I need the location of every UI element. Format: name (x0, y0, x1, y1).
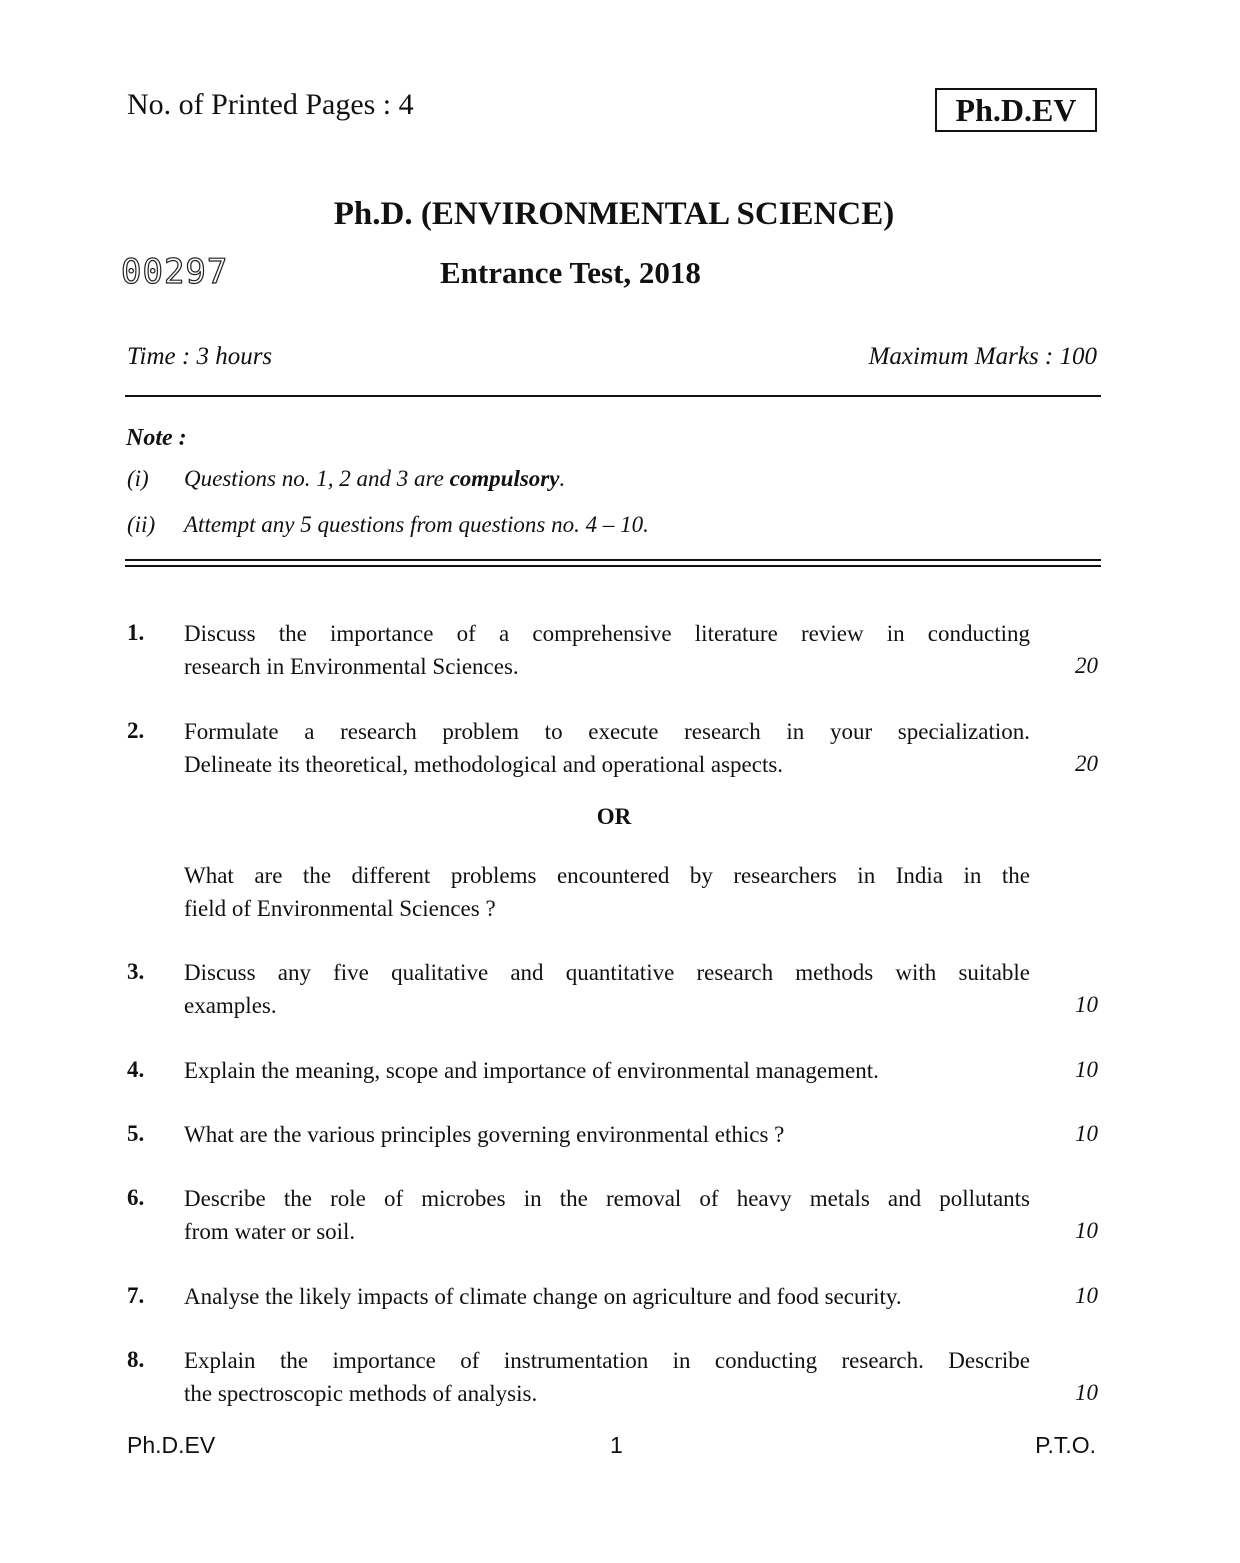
please-turn-over: P.T.O. (1035, 1432, 1096, 1458)
exam-time: Time : 3 hours (127, 343, 273, 370)
divider-double-bottom (125, 565, 1101, 567)
divider-double-top (125, 559, 1101, 561)
exam-subtitle: Entrance Test, 2018 (440, 255, 701, 290)
note-heading: Note : (126, 425, 187, 451)
or-separator: OR (596, 804, 632, 829)
question-number: 5. (127, 1121, 145, 1146)
question-text: Discuss the importance of a comprehensive literature review in conducting research in Environmental Sciences. (184, 621, 1030, 679)
question-marks: 10 (1075, 992, 1098, 1017)
question-marks: 20 (1075, 751, 1098, 776)
question-text: Explain the meaning, scope and importance of environmental management. (184, 1058, 879, 1083)
question-marks: 20 (1075, 653, 1098, 678)
note-item-number: (ii) (127, 512, 156, 537)
serial-number: 00297 (121, 252, 229, 292)
question-marks: 10 (1075, 1283, 1098, 1308)
question-alternative-text: What are the different problems encountered by researchers in India in the field of Environmental Sciences ? (184, 863, 1030, 921)
maximum-marks: Maximum Marks : 100 (868, 343, 1097, 370)
question-text: Formulate a research problem to execute research in your specialization. Delineate its theoretical, methodological and operational aspects. (184, 719, 1030, 777)
question-marks: 10 (1075, 1218, 1098, 1243)
question-text: Explain the importance of instrumentation in conducting research. Describe the spectroscopic methods of analysis. (184, 1348, 1030, 1406)
page-number: 1 (610, 1432, 623, 1458)
question-text: What are the various principles governing environmental ethics ? (184, 1122, 785, 1147)
exam-title: Ph.D. (ENVIRONMENTAL SCIENCE) (333, 196, 895, 232)
question-number: 4. (127, 1057, 145, 1082)
question-text: Describe the role of microbes in the removal of heavy metals and pollutants from water or soil. (184, 1186, 1030, 1244)
printed-pages-count: No. of Printed Pages : 4 (127, 88, 414, 121)
course-code-box: Ph.D.EV (935, 88, 1097, 132)
question-number: 8. (127, 1347, 145, 1372)
question-marks: 10 (1075, 1057, 1098, 1082)
question-marks: 10 (1075, 1121, 1098, 1146)
note-item-text: Attempt any 5 questions from questions no. 4 – 10. (184, 512, 649, 537)
question-number: 2. (127, 718, 145, 743)
note-item-text: Questions no. 1, 2 and 3 are compulsory. (184, 466, 566, 491)
question-marks: 10 (1075, 1380, 1098, 1405)
note-item-number: (i) (127, 466, 149, 491)
question-number: 1. (127, 620, 145, 645)
question-text: Analyse the likely impacts of climate change on agriculture and food security. (184, 1284, 902, 1309)
question-text: Discuss any five qualitative and quantitative research methods with suitable examples. (184, 960, 1030, 1018)
question-number: 6. (127, 1185, 145, 1210)
divider-top (125, 395, 1101, 397)
note-emphasis: compulsory (449, 466, 560, 491)
question-number: 3. (127, 959, 145, 984)
footer-course-code: Ph.D.EV (127, 1432, 216, 1458)
question-number: 7. (127, 1283, 145, 1308)
